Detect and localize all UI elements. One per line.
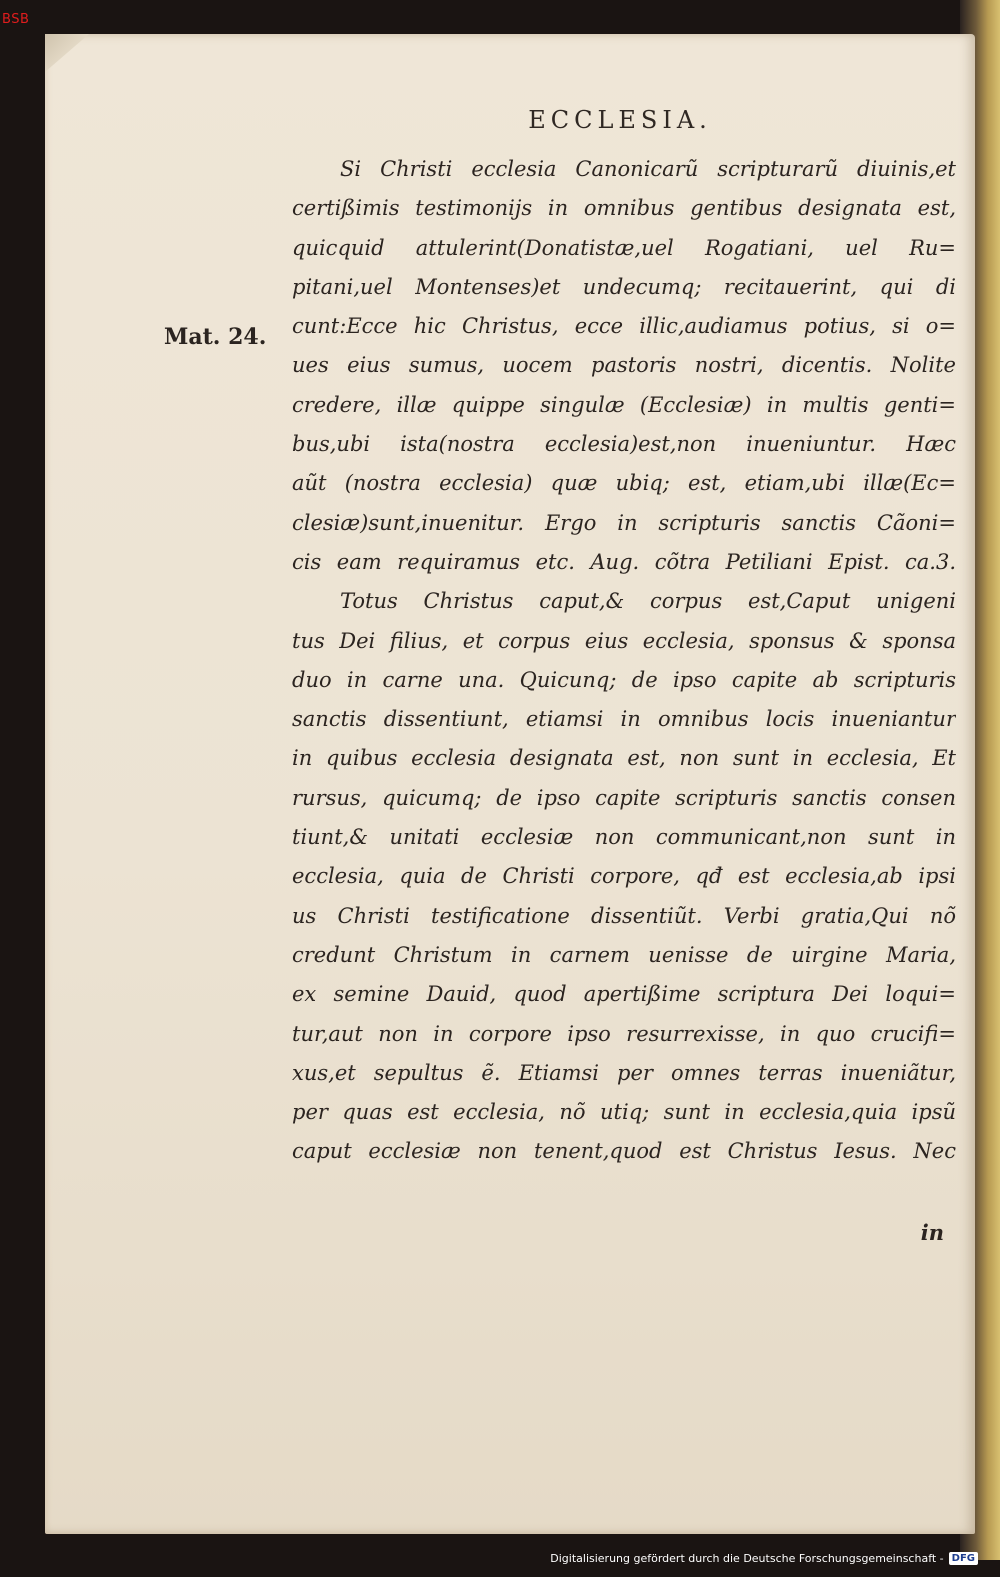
text-line: caput ecclesiæ non tenent,quod est Christus Iesus. Nec xyxy=(292,1139,956,1164)
text-line: Si Christi ecclesia Canonicarũ scripturarũ diuinis,et xyxy=(340,157,956,181)
text-line: duo in carne una. Quicunq; de ipso capite ab scripturis xyxy=(292,667,956,692)
text-line: tus Dei filius, et corpus eius ecclesia, sponsus & sponsa xyxy=(292,628,956,653)
text-line: tiunt,& unitati ecclesiæ non communicant,non sunt in xyxy=(292,825,956,850)
text-line: certißimis testimonijs in omnibus gentibus designata est, xyxy=(292,196,956,221)
text-line: rursus, quicumq; de ipso capite scripturis sanctis consen xyxy=(292,785,956,810)
text-line: sanctis dissentiunt, etiamsi in omnibus locis inueniantur xyxy=(292,707,956,732)
text-line: per quas est ecclesia, nõ utiq; sunt in ecclesia,quia ipsũ xyxy=(292,1100,956,1125)
text-line: tur,aut non in corpore ipso resurrexisse, in quo crucifi= xyxy=(292,1021,956,1046)
text-line: pitani,uel Montenses)et undecumq; recitauerint, qui di xyxy=(292,274,956,299)
text-line: credere, illæ quippe singulæ (Ecclesiæ) in multis genti= xyxy=(292,392,956,417)
catchword: in xyxy=(920,1220,944,1245)
library-mark: BSB xyxy=(2,12,30,27)
body-text xyxy=(292,150,956,1172)
margin-reference: Mat. 24. xyxy=(164,324,267,350)
dfg-logo: DFG xyxy=(949,1552,978,1565)
funding-footer xyxy=(550,1552,978,1565)
text-line: cunt:Ecce hic Christus, ecce illic,audiamus potius, si o= xyxy=(292,314,956,339)
text-line: quicquid attulerint(Donatistæ,uel Rogatiani, uel Ru= xyxy=(292,235,956,260)
text-line: cis eam requiramus etc. Aug. cõtra Petiliani Epist. ca.3. xyxy=(292,549,956,574)
text-line: ex semine Dauid, quod apertißime scriptura Dei loqui= xyxy=(292,982,956,1007)
page-header: ECCLESIA. xyxy=(528,106,712,134)
text-line: us Christi testificatione dissentiũt. Verbi gratia,Qui nõ xyxy=(292,903,956,928)
text-line: bus,ubi ista(nostra ecclesia)est,non inueniuntur. Hæc xyxy=(292,432,956,457)
text-line: in quibus ecclesia designata est, non sunt in ecclesia, Et xyxy=(292,746,956,771)
text-line: xus,et sepultus ẽ. Etiamsi per omnes terras inueniãtur, xyxy=(292,1060,956,1085)
text-line: ecclesia, quia de Christi corpore, qđ est ecclesia,ab ipsi xyxy=(292,864,956,889)
footer-text: Digitalisierung gefördert durch die Deutsche Forschungsgemeinschaft - xyxy=(550,1552,944,1565)
text-line: credunt Christum in carnem uenisse de uirgine Maria, xyxy=(292,942,956,967)
text-line: clesiæ)sunt,inuenitur. Ergo in scripturis sanctis Cãoni= xyxy=(292,510,956,535)
text-line: aũt (nostra ecclesia) quæ ubiq; est, etiam,ubi illæ(Ec= xyxy=(292,471,956,496)
text-line: ues eius sumus, uocem pastoris nostri, dicentis. Nolite xyxy=(292,353,956,378)
text-line: Totus Christus caput,& corpus est,Caput unigeni xyxy=(340,589,956,614)
